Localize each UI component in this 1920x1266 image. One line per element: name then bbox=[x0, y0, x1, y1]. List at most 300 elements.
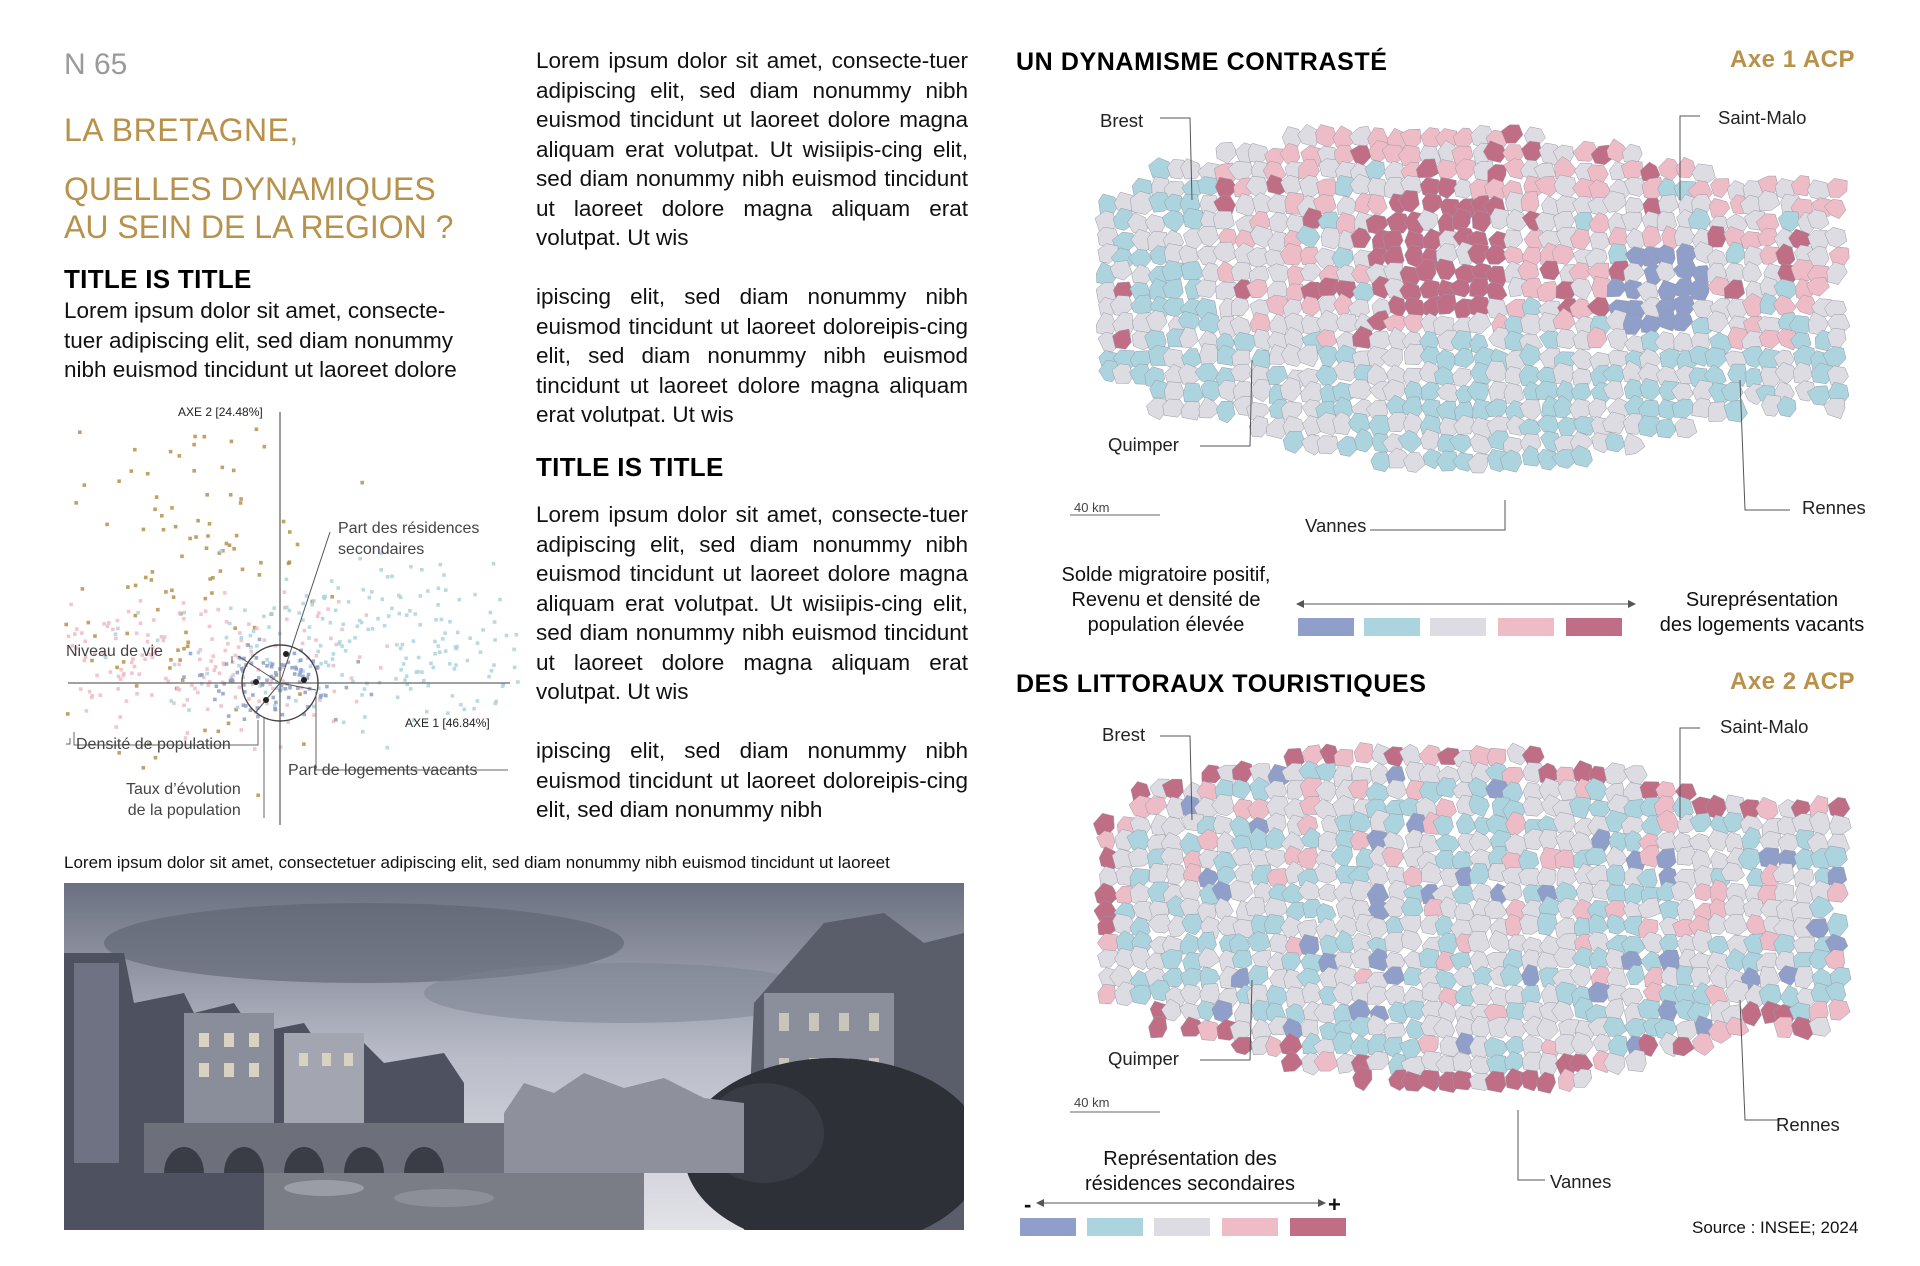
pca-point bbox=[385, 644, 389, 648]
commune-cell bbox=[1504, 246, 1526, 265]
pca-point bbox=[453, 667, 457, 671]
page-title-line3: AU SEIN DE LA REGION ? bbox=[64, 209, 454, 245]
pca-point bbox=[493, 620, 497, 624]
pca-point bbox=[155, 495, 159, 499]
pca-point bbox=[243, 717, 247, 721]
pca-point bbox=[438, 650, 442, 654]
page-title-line2: QUELLES DYNAMIQUES bbox=[64, 171, 436, 207]
pca-point bbox=[340, 673, 344, 677]
pca-point bbox=[213, 668, 217, 672]
pca-point bbox=[224, 649, 228, 653]
section1-text bbox=[64, 296, 500, 385]
pca-point bbox=[219, 549, 223, 553]
pca-point bbox=[365, 613, 369, 617]
pca-point bbox=[240, 728, 244, 732]
pca-point bbox=[274, 701, 278, 705]
pca-point bbox=[386, 575, 390, 579]
pca-point bbox=[363, 715, 367, 719]
pca-point bbox=[80, 631, 84, 635]
pca-point bbox=[239, 497, 243, 501]
commune-cell bbox=[1623, 313, 1642, 335]
pca-point bbox=[219, 704, 223, 708]
pca-point bbox=[116, 619, 120, 623]
commune-cell bbox=[1625, 1050, 1646, 1072]
pca-leader-densite bbox=[66, 738, 70, 744]
pca-point bbox=[385, 746, 389, 750]
pca-point bbox=[263, 638, 267, 642]
pca-point bbox=[356, 660, 360, 664]
map2-swatch-2 bbox=[1087, 1218, 1143, 1236]
commune-cell bbox=[1181, 349, 1201, 368]
section1-title: TITLE IS TITLE bbox=[64, 264, 252, 294]
pca-point bbox=[146, 633, 150, 637]
pca-point bbox=[355, 700, 359, 704]
commune-cell bbox=[1724, 400, 1748, 423]
pca-point bbox=[316, 650, 320, 654]
pca-point bbox=[408, 609, 412, 613]
pca-point bbox=[116, 627, 120, 631]
commune-cell bbox=[1180, 933, 1199, 954]
pca-point bbox=[204, 609, 208, 613]
commune-cell bbox=[1588, 800, 1610, 819]
commune-cell bbox=[1216, 401, 1235, 423]
pca-point bbox=[115, 666, 119, 670]
pca-point bbox=[187, 708, 191, 712]
pca-point bbox=[307, 673, 311, 677]
commune-cell bbox=[1588, 982, 1610, 1003]
pca-point bbox=[226, 642, 230, 646]
pca-point bbox=[288, 560, 292, 564]
pca-label-densite: Densité de population bbox=[76, 736, 231, 753]
pca-point bbox=[182, 601, 186, 605]
pca-point bbox=[186, 698, 190, 702]
commune-cell bbox=[1367, 194, 1387, 215]
section1-line: Lorem ipsum dolor sit amet, consecte- bbox=[64, 298, 446, 323]
pca-point bbox=[360, 693, 364, 697]
pca-point bbox=[366, 628, 370, 632]
pca-point bbox=[264, 691, 268, 695]
map1-swatch-2 bbox=[1364, 618, 1420, 636]
pca-point bbox=[168, 666, 172, 670]
page-number: N 65 bbox=[64, 48, 128, 81]
photo-vannes bbox=[64, 883, 964, 1230]
pca-point bbox=[310, 603, 314, 607]
pca-point bbox=[237, 664, 241, 668]
col2-title: TITLE IS TITLE bbox=[536, 452, 724, 482]
pca-point bbox=[198, 658, 202, 662]
map1-legend-line: population élevée bbox=[1087, 614, 1245, 636]
commune-cell bbox=[1624, 433, 1645, 455]
pca-point bbox=[178, 611, 182, 615]
pca-point bbox=[130, 671, 134, 675]
pca-point bbox=[361, 730, 365, 734]
pca-point bbox=[404, 657, 408, 661]
map1-swatch-4 bbox=[1498, 618, 1554, 636]
pca-point bbox=[160, 514, 164, 518]
pca-point bbox=[379, 666, 383, 670]
pca-point bbox=[337, 586, 341, 590]
pca-point bbox=[196, 519, 200, 523]
pca-label-taux bbox=[126, 779, 241, 821]
pca-point bbox=[331, 657, 335, 661]
pca-point bbox=[448, 662, 452, 666]
map1-legend-right bbox=[1632, 588, 1892, 638]
commune-cell bbox=[1246, 898, 1266, 917]
commune-cell bbox=[1521, 191, 1539, 213]
commune-cell bbox=[1692, 164, 1715, 183]
pca-point bbox=[362, 588, 366, 592]
pca-point bbox=[192, 443, 196, 447]
commune-cell bbox=[1759, 330, 1780, 349]
pca-point bbox=[262, 615, 266, 619]
pca-point bbox=[274, 671, 278, 675]
pca-point bbox=[255, 428, 259, 432]
source-note: Source : INSEE; 2024 bbox=[1692, 1218, 1859, 1237]
pca-point bbox=[363, 687, 367, 691]
map2-legend-arrow bbox=[1036, 1197, 1326, 1209]
commune-cell bbox=[1316, 365, 1337, 385]
pca-point bbox=[257, 700, 261, 704]
pca-point bbox=[283, 590, 287, 594]
commune-cell bbox=[1183, 383, 1203, 402]
pca-point bbox=[196, 691, 200, 695]
pca-var-point bbox=[253, 679, 259, 685]
pca-point bbox=[150, 693, 154, 697]
pca-point bbox=[315, 654, 319, 658]
pca-point bbox=[164, 677, 168, 681]
pca-point bbox=[402, 662, 406, 666]
commune-cell bbox=[1418, 1070, 1442, 1092]
pca-point bbox=[188, 537, 192, 541]
pca-point bbox=[396, 696, 400, 700]
pca-point bbox=[476, 641, 480, 645]
commune-cell bbox=[1827, 262, 1848, 285]
commune-cell bbox=[1829, 1000, 1851, 1021]
pca-point bbox=[412, 639, 416, 643]
pca-point bbox=[302, 742, 306, 746]
commune-cell bbox=[1281, 1051, 1303, 1072]
pca-point bbox=[308, 625, 312, 629]
commune-cell bbox=[1484, 1037, 1507, 1057]
pca-point bbox=[330, 595, 334, 599]
pca-point bbox=[330, 579, 334, 583]
commune-cell bbox=[1795, 967, 1815, 989]
commune-cell bbox=[1232, 761, 1252, 783]
pca-point bbox=[208, 625, 212, 629]
pca-point bbox=[177, 663, 181, 667]
commune-cell bbox=[1827, 366, 1848, 386]
pca-point bbox=[493, 638, 497, 642]
pca-point bbox=[259, 561, 263, 565]
commune-cell bbox=[1350, 146, 1372, 166]
pca-point bbox=[135, 692, 139, 696]
pca-point bbox=[178, 658, 182, 662]
pca-point bbox=[170, 589, 174, 593]
commune-cell bbox=[1452, 368, 1472, 388]
pca-point bbox=[312, 599, 316, 603]
pca-point bbox=[190, 683, 194, 687]
pca-point bbox=[319, 662, 323, 666]
pca-point bbox=[274, 708, 278, 712]
commune-cell bbox=[1145, 214, 1165, 233]
pca-point bbox=[368, 596, 372, 600]
pca-point bbox=[133, 448, 137, 452]
pca-point bbox=[324, 694, 328, 698]
pca-point bbox=[416, 670, 420, 674]
pca-point bbox=[169, 699, 173, 703]
commune-cell bbox=[1435, 259, 1456, 280]
pca-point bbox=[403, 678, 407, 682]
pca-point bbox=[249, 650, 253, 654]
commune-cell bbox=[1248, 966, 1268, 987]
pca-point bbox=[307, 636, 311, 640]
pca-point bbox=[284, 687, 288, 691]
section1-line: nibh euismod tincidunt ut laoreet dolore bbox=[64, 357, 457, 382]
pca-label-line: secondaires bbox=[338, 541, 425, 558]
commune-cell bbox=[1485, 399, 1507, 417]
pca-point bbox=[334, 609, 338, 613]
pca-point bbox=[448, 620, 452, 624]
pca-point bbox=[433, 640, 437, 644]
pca-point bbox=[249, 634, 253, 638]
pca-point bbox=[102, 622, 106, 626]
pca-point bbox=[288, 530, 292, 534]
pca-point bbox=[489, 611, 493, 615]
pca-point bbox=[225, 662, 229, 666]
pca-point bbox=[265, 658, 269, 662]
pca-label-residences bbox=[338, 518, 479, 560]
map2-legend-line: résidences secondaires bbox=[1084, 1173, 1296, 1195]
pca-point bbox=[329, 621, 333, 625]
pca-point bbox=[74, 501, 78, 505]
pca-point bbox=[440, 618, 444, 622]
commune-cell bbox=[1149, 1017, 1167, 1038]
pca-point bbox=[294, 666, 298, 670]
commune-cell bbox=[1438, 933, 1458, 955]
pca-point bbox=[142, 766, 146, 770]
commune-cell bbox=[1162, 210, 1185, 232]
pca-label-niveau: Niveau de vie bbox=[66, 643, 163, 660]
commune-cell bbox=[1576, 882, 1594, 904]
pca-point bbox=[225, 636, 229, 640]
commune-cell bbox=[1282, 953, 1302, 971]
pca-point bbox=[125, 699, 129, 703]
commune-cell bbox=[1453, 886, 1476, 905]
pca-point bbox=[473, 593, 477, 597]
pca-point bbox=[182, 704, 186, 708]
pca-point bbox=[425, 710, 429, 714]
commune-cell bbox=[1590, 232, 1610, 251]
pca-point bbox=[246, 643, 250, 647]
commune-cell bbox=[1182, 914, 1204, 935]
commune-cell bbox=[1605, 998, 1624, 1020]
pca-point bbox=[218, 672, 222, 676]
pca-point bbox=[126, 585, 130, 589]
map1-bretagne bbox=[1040, 80, 1890, 580]
pca-point bbox=[422, 679, 426, 683]
col2-para3: Lorem ipsum dolor sit amet, consecte-tuer adipiscing elit, sed diam nonummy nibh euismod tincidunt ut laoreet dolore magna aliquam erat volutpat. Ut wisiipis-cing elit, sed diam nonummy nibh euismod tincidunt ut laoreet dolore magna aliquam erat volutpat. Ut wis bbox=[536, 502, 968, 704]
pca-point bbox=[298, 673, 302, 677]
commune-cell bbox=[1332, 247, 1353, 268]
map1-scale-label: 40 km bbox=[1074, 500, 1110, 515]
commune-cell bbox=[1180, 968, 1202, 987]
section1-line: tuer adipiscing elit, sed diam nonummy bbox=[64, 327, 453, 353]
pca-point bbox=[156, 608, 160, 612]
pca-axis1-label: AXE 1 [46.84%] bbox=[405, 716, 490, 730]
commune-cell bbox=[1589, 213, 1611, 234]
commune-cell bbox=[1673, 1037, 1695, 1056]
pca-point bbox=[178, 454, 182, 458]
pca-point bbox=[180, 555, 184, 559]
pca-point bbox=[142, 528, 146, 532]
commune-cell bbox=[1334, 361, 1356, 382]
map2-communes bbox=[1093, 742, 1851, 1093]
commune-cell bbox=[1468, 931, 1490, 953]
commune-cell bbox=[1472, 210, 1491, 232]
commune-cell bbox=[1456, 813, 1477, 835]
pca-point bbox=[186, 641, 190, 645]
commune-cell bbox=[1570, 278, 1592, 300]
commune-cell bbox=[1319, 831, 1338, 852]
commune-cell bbox=[1469, 863, 1489, 883]
pca-point bbox=[241, 568, 245, 572]
pca-point bbox=[332, 652, 336, 656]
pca-point bbox=[451, 694, 455, 698]
pca-point bbox=[505, 634, 509, 638]
pca-point bbox=[205, 546, 209, 550]
pca-point bbox=[476, 699, 480, 703]
map2-city-rennes: Rennes bbox=[1776, 1114, 1840, 1135]
pca-point bbox=[498, 598, 502, 602]
commune-cell bbox=[1365, 160, 1385, 179]
commune-cell bbox=[1674, 332, 1693, 351]
commune-cell bbox=[1388, 296, 1406, 318]
pca-point bbox=[479, 650, 483, 654]
pca-point bbox=[515, 633, 519, 637]
pca-point bbox=[247, 697, 251, 701]
commune-cell bbox=[1403, 412, 1422, 434]
page-title-line1: LA BRETAGNE, bbox=[64, 112, 299, 148]
pca-point bbox=[135, 632, 139, 636]
pca-point bbox=[350, 676, 354, 680]
pca-point bbox=[344, 649, 348, 653]
pca-point bbox=[314, 638, 318, 642]
pca-point bbox=[420, 670, 424, 674]
pca-point bbox=[255, 627, 259, 631]
pca-point bbox=[153, 508, 157, 512]
commune-cell bbox=[1401, 930, 1422, 951]
pca-point bbox=[285, 703, 289, 707]
pca-point bbox=[233, 626, 237, 630]
photo-caption: Lorem ipsum dolor sit amet, consectetuer adipiscing elit, sed diam nonummy nibh euismod tincidunt ut laoreet bbox=[64, 853, 890, 872]
commune-cell bbox=[1807, 180, 1830, 200]
commune-cell bbox=[1658, 1000, 1678, 1022]
pca-point bbox=[78, 430, 82, 434]
pca-point bbox=[163, 635, 167, 639]
pca-point bbox=[169, 658, 173, 662]
pca-point bbox=[130, 469, 134, 473]
map2-swatch-4 bbox=[1222, 1218, 1278, 1236]
pca-point bbox=[99, 693, 103, 697]
pca-point bbox=[333, 690, 337, 694]
commune-cell bbox=[1371, 452, 1392, 472]
pca-point bbox=[323, 597, 327, 601]
pca-point bbox=[337, 600, 341, 604]
commune-cell bbox=[1675, 418, 1697, 438]
pca-point bbox=[490, 669, 494, 673]
commune-cell bbox=[1824, 398, 1845, 418]
pca-point bbox=[494, 702, 498, 706]
pca-point bbox=[105, 523, 109, 527]
pca-point bbox=[223, 591, 227, 595]
pca-point bbox=[342, 721, 346, 725]
pca-point bbox=[312, 713, 316, 717]
pca-point bbox=[319, 644, 323, 648]
pca-point bbox=[225, 542, 229, 546]
pca-point bbox=[439, 563, 443, 567]
pca-point bbox=[208, 522, 212, 526]
commune-cell bbox=[1485, 1071, 1506, 1093]
commune-cell bbox=[1317, 436, 1338, 454]
pca-point bbox=[305, 594, 309, 598]
pca-point bbox=[340, 644, 344, 648]
map1-city-saintmalo: Saint-Malo bbox=[1718, 107, 1807, 128]
pca-point bbox=[209, 659, 213, 663]
map1-city-brest: Brest bbox=[1100, 110, 1144, 131]
commune-cell bbox=[1571, 383, 1591, 402]
pca-point bbox=[194, 535, 198, 539]
pca-point bbox=[444, 649, 448, 653]
pca-point bbox=[454, 663, 458, 667]
pca-point bbox=[232, 547, 236, 551]
pca-point bbox=[66, 712, 70, 716]
pca-point bbox=[230, 678, 234, 682]
pca-point bbox=[456, 631, 460, 635]
pca-point bbox=[257, 676, 261, 680]
pca-point bbox=[214, 665, 218, 669]
pca-point bbox=[418, 623, 422, 627]
commune-cell bbox=[1829, 815, 1851, 835]
map2-city-vannes: Vannes bbox=[1550, 1171, 1612, 1192]
commune-cell bbox=[1791, 176, 1810, 196]
pca-point bbox=[192, 469, 196, 473]
pca-point bbox=[227, 722, 231, 726]
map1-city-rennes: Rennes bbox=[1802, 497, 1866, 518]
pca-point bbox=[288, 686, 292, 690]
commune-cell bbox=[1607, 329, 1628, 352]
pca-point bbox=[301, 642, 305, 646]
commune-cell bbox=[1774, 1017, 1794, 1038]
pca-point bbox=[516, 680, 520, 684]
pca-var-point bbox=[283, 651, 289, 657]
commune-cell bbox=[1638, 898, 1661, 918]
pca-point bbox=[170, 506, 174, 510]
pca-point bbox=[227, 714, 231, 718]
pca-point bbox=[512, 648, 516, 652]
pca-point bbox=[434, 618, 438, 622]
commune-cell bbox=[1468, 312, 1491, 334]
pca-point bbox=[294, 699, 298, 703]
commune-cell bbox=[1604, 763, 1628, 786]
pca-point bbox=[137, 672, 141, 676]
commune-cell bbox=[1537, 913, 1557, 936]
pca-point bbox=[151, 570, 155, 574]
commune-cell bbox=[1505, 1068, 1523, 1090]
pca-point bbox=[127, 610, 131, 614]
pca-point bbox=[360, 481, 364, 485]
map1-city-quimper: Quimper bbox=[1108, 434, 1179, 455]
pca-point bbox=[265, 664, 269, 668]
